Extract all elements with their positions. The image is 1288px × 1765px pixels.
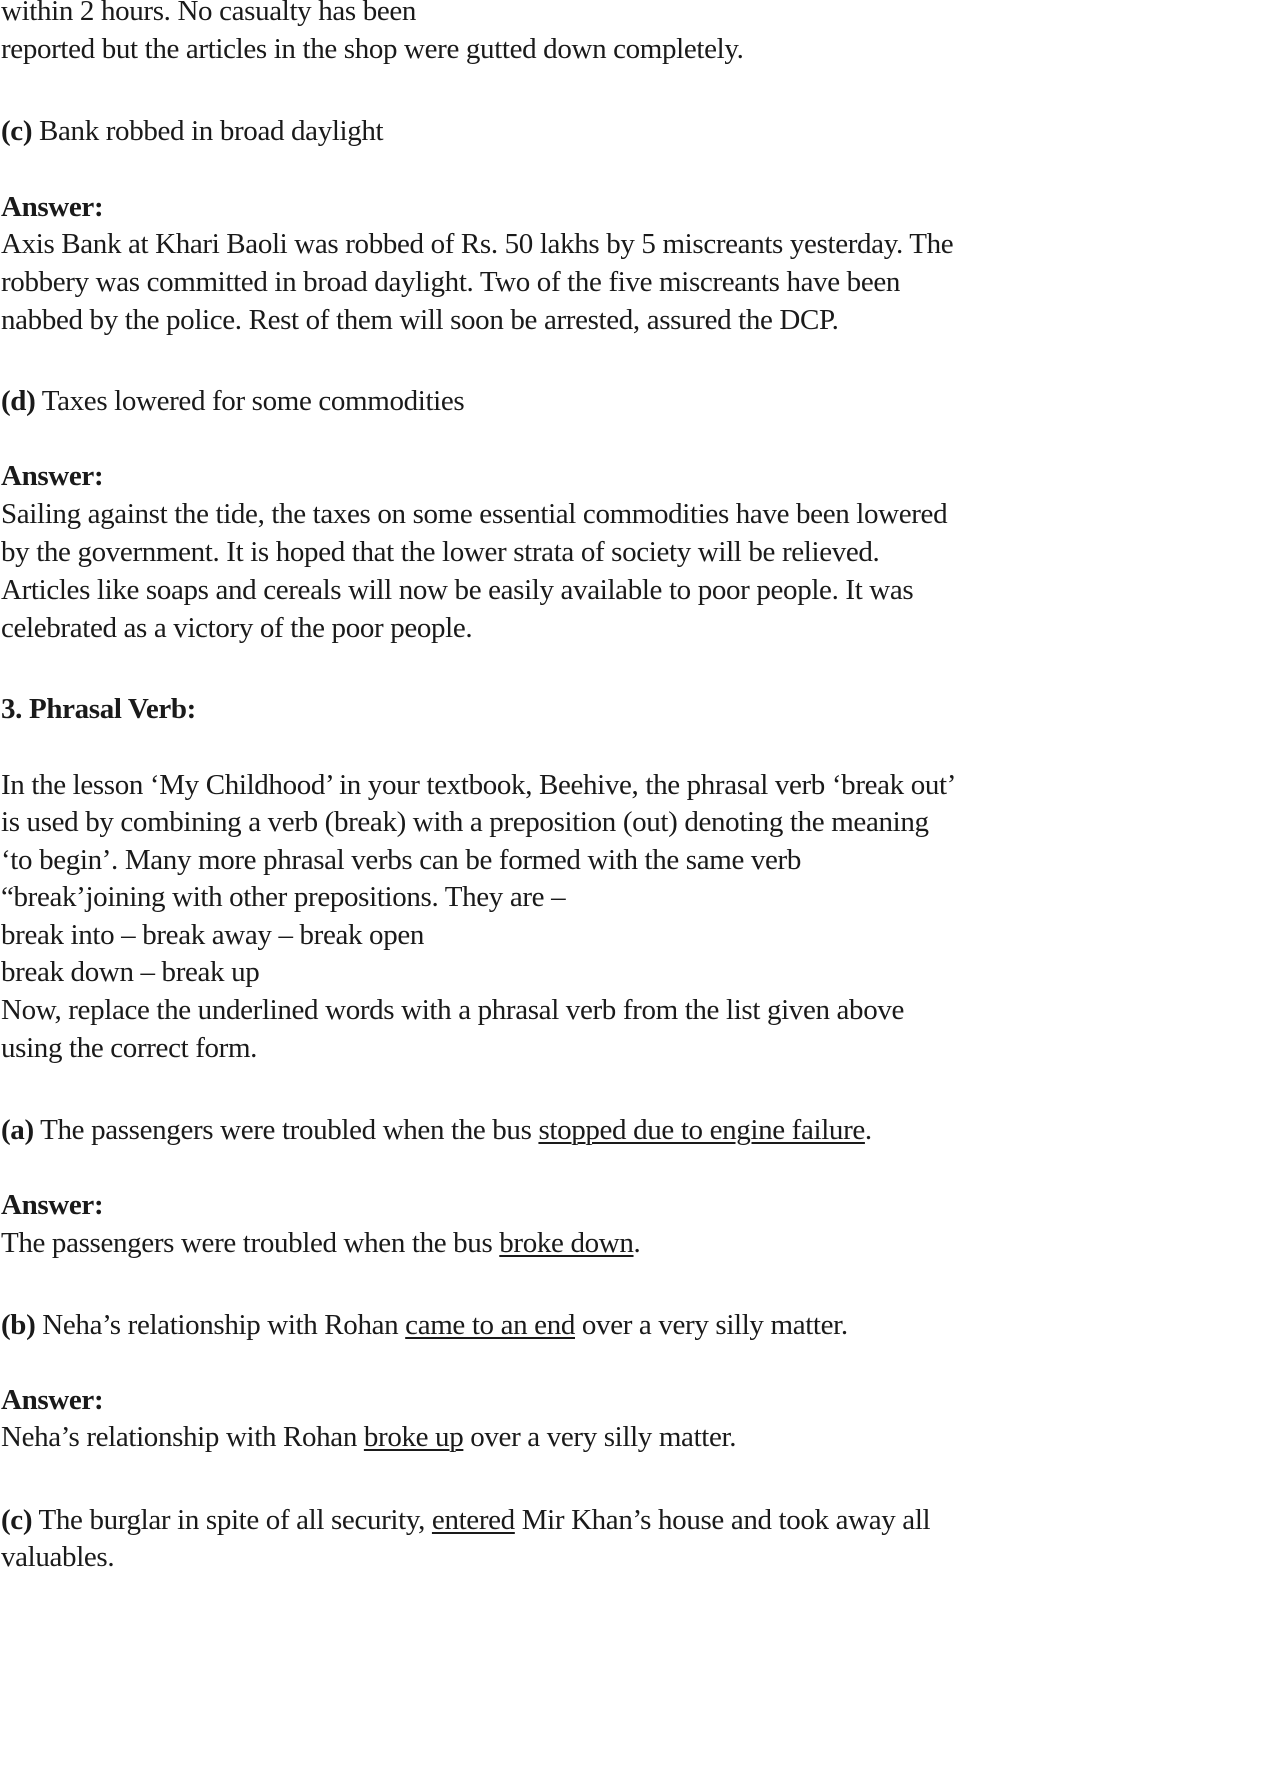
underlined-phrase: broke up — [363, 1421, 464, 1453]
text-line: celebrated as a victory of the poor people. — [1, 612, 473, 644]
text-line: robbery was committed in broad daylight. Two of the five miscreants have been — [1, 266, 901, 298]
question-text: . — [864, 1114, 872, 1146]
text-line: valuables. — [1, 1541, 115, 1573]
question-prompt: Taxes lowered for some commodities — [35, 385, 465, 417]
phrasal-verb-list: break down – break up — [1, 956, 260, 988]
text-line: is used by combining a verb (break) with a preposition (out) denoting the meaning — [1, 806, 929, 838]
answer-label: Answer: — [1, 1384, 104, 1416]
phrasal-verb-list: break into – break away – break open — [1, 919, 425, 951]
question-text: over a very silly matter. — [575, 1309, 848, 1341]
answer-text: . — [633, 1227, 641, 1259]
question-c-phrasal — [1, 1502, 930, 1538]
question-text: The burglar in spite of all security, — [32, 1504, 432, 1536]
question-label: (c) — [1, 115, 33, 147]
answer-label: Answer: — [1, 1189, 104, 1221]
underlined-phrase: broke down — [499, 1227, 634, 1259]
text-line: “break’joining with other prepositions. They are – — [1, 881, 566, 913]
answer-text: The passengers were troubled when the bus — [1, 1227, 500, 1259]
question-d — [1, 383, 464, 419]
question-label: (a) — [1, 1114, 34, 1146]
question-label: (d) — [1, 385, 36, 417]
section-heading: 3. Phrasal Verb: — [1, 693, 196, 725]
question-c — [1, 113, 383, 149]
text-line: nabbed by the police. Rest of them will soon be arrested, assured the DCP. — [1, 304, 839, 336]
answer-text: Neha’s relationship with Rohan — [1, 1421, 364, 1453]
answer-text: over a very silly matter. — [463, 1421, 737, 1453]
question-text: The passengers were troubled when the bus — [33, 1114, 539, 1146]
underlined-phrase: stopped due to engine failure — [538, 1114, 865, 1146]
question-text: Neha’s relationship with Rohan — [35, 1309, 406, 1341]
answer-label: Answer: — [1, 460, 104, 492]
question-label: (c) — [1, 1504, 33, 1536]
text-line: by the government. It is hoped that the lower strata of society will be relieved. — [1, 536, 880, 568]
text-line: within 2 hours. No casualty has been — [1, 0, 417, 27]
question-b — [1, 1307, 848, 1343]
answer-a — [1, 1225, 640, 1261]
underlined-phrase: came to an end — [405, 1309, 575, 1341]
text-line: reported but the articles in the shop were gutted down completely. — [1, 33, 744, 65]
text-line: Articles like soaps and cereals will now be easily available to poor people. It was — [1, 574, 914, 606]
question-a — [1, 1112, 872, 1148]
text-line: Now, replace the underlined words with a phrasal verb from the list given above — [1, 994, 905, 1026]
text-line: Axis Bank at Khari Baoli was robbed of Rs. 50 lakhs by 5 miscreants yesterday. The — [1, 228, 954, 260]
answer-label: Answer: — [1, 191, 104, 223]
text-line: using the correct form. — [1, 1032, 258, 1064]
text-line: ‘to begin’. Many more phrasal verbs can be formed with the same verb — [1, 844, 802, 876]
question-prompt: Bank robbed in broad daylight — [32, 115, 384, 147]
answer-b — [1, 1419, 736, 1455]
text-line: In the lesson ‘My Childhood’ in your textbook, Beehive, the phrasal verb ‘break out’ — [1, 769, 957, 801]
question-text: Mir Khan’s house and took away all — [514, 1504, 931, 1536]
underlined-phrase: entered — [431, 1504, 515, 1536]
question-label: (b) — [1, 1309, 36, 1341]
text-line: Sailing against the tide, the taxes on some essential commodities have been lowered — [1, 498, 948, 530]
